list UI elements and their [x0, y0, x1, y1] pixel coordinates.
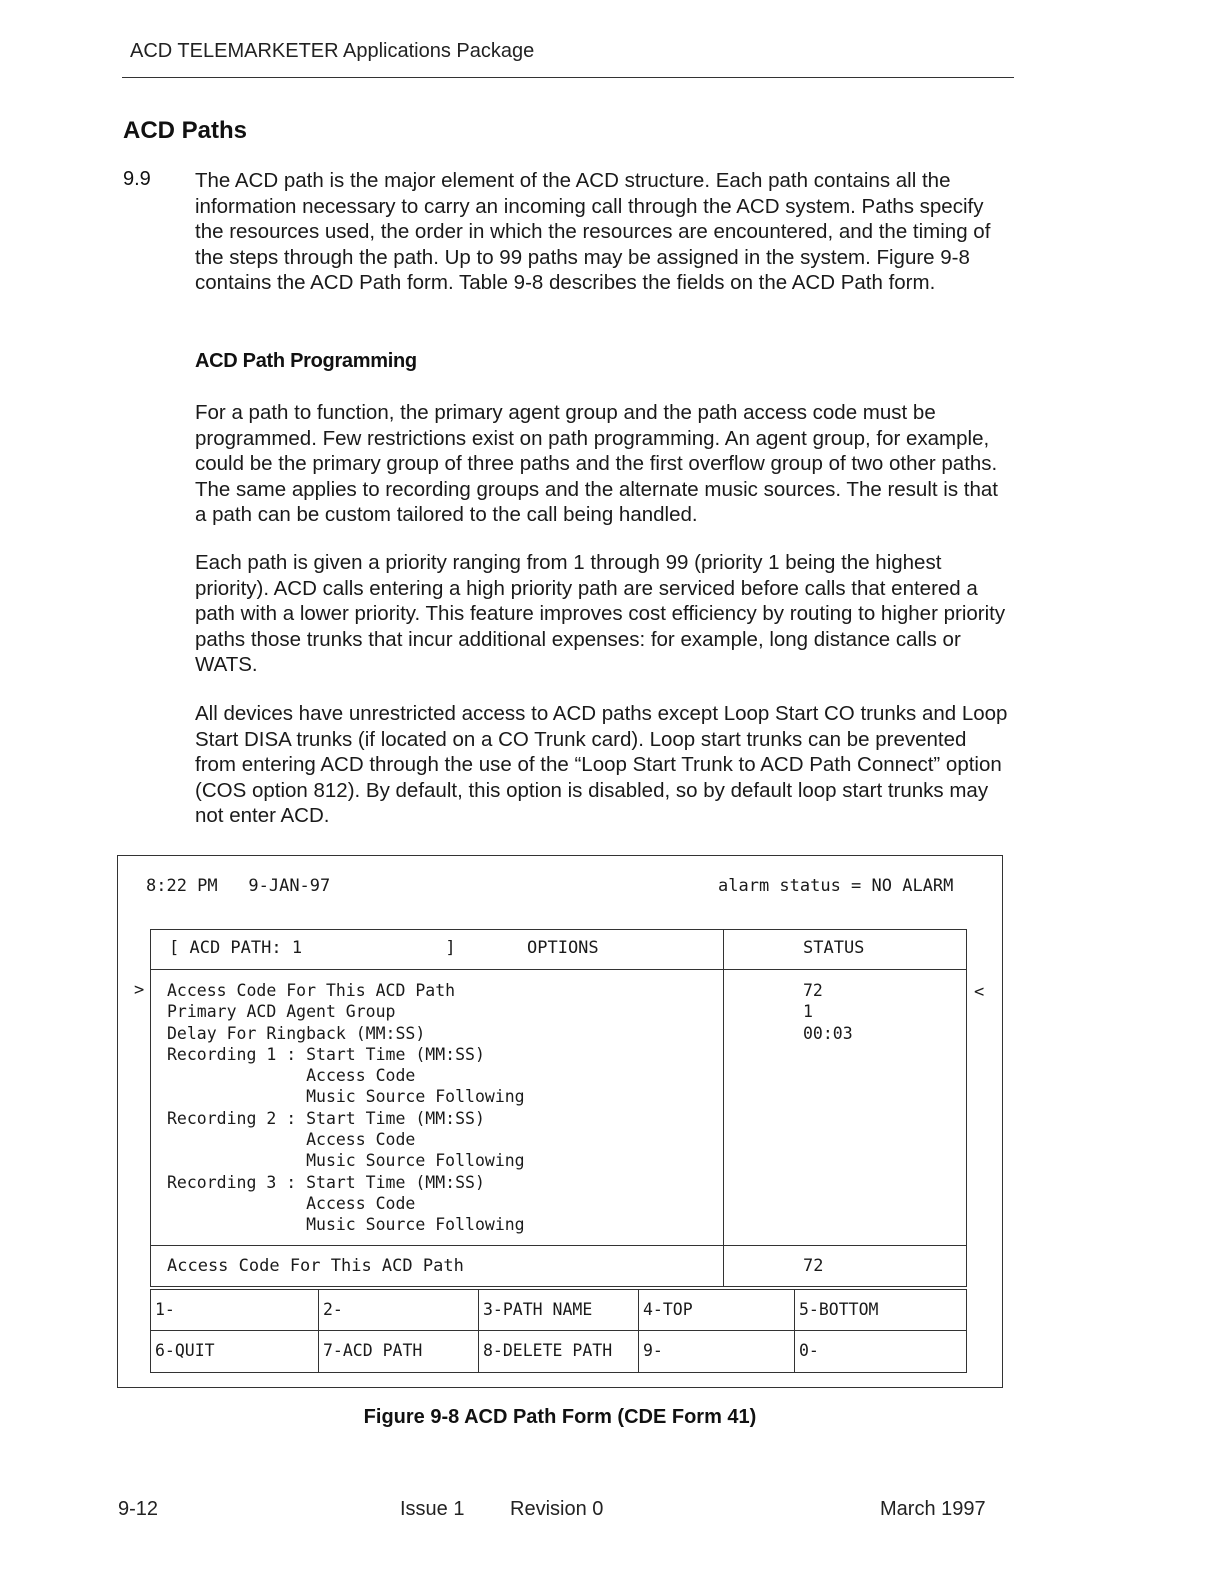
current-field-value[interactable]: 72	[803, 1256, 824, 1276]
time-value: 8:22 PM	[146, 876, 218, 896]
paragraph-devices: All devices have unrestricted access to ACD paths except Loop Start CO trunks and Loop Start DISA trunks (if located on a CO Trunk card). Loop start trunks can be prevented from entering ACD through the use of the “Loop Start Trunk to ACD Path Connect” option (COS option 812). By default, this option is disabled, so by default loop start trunks may not enter ACD.	[195, 702, 1008, 827]
softkey-2[interactable]: 2-	[319, 1290, 479, 1331]
softkey-4-top[interactable]: 4-TOP	[639, 1290, 795, 1331]
status-value: 1	[803, 1002, 813, 1022]
status-list	[803, 980, 853, 1044]
softkey-8-delete-path[interactable]: 8-DELETE PATH	[479, 1331, 639, 1372]
intro-paragraph: The ACD path is the major element of the ACD structure. Each path contains all the information necessary to carry an incoming call through the ACD system. Paths specify the resources used, the order in which the resources are encountered, and the timing of the steps through the path. Up to 99 paths may be assigned in the system. Figure 9-8 contains the ACD Path form. Table 9-8 describes the fields on the ACD Path form.	[195, 169, 991, 294]
options-header: OPTIONS	[527, 938, 599, 958]
softkey-6-quit[interactable]: 6-QUIT	[151, 1331, 319, 1372]
softkey-0[interactable]: 0-	[799, 1341, 819, 1360]
running-head: ACD TELEMARKETER Applications Package	[130, 40, 535, 62]
paragraph-function: For a path to function, the primary agent group and the path access code must be programmed. Few restrictions exist on path programming. An agent group, for example, could be the primary group of three paths and the first overflow group of two other paths. The same applies to recording groups and the alternate music sources. The result is that a path can be custom tailored to the call being handled.	[195, 401, 998, 526]
softkey-5-bottom[interactable]: 5-BOTTOM	[795, 1290, 966, 1331]
status-header: STATUS	[803, 938, 865, 958]
option-row[interactable]: Primary ACD Agent Group	[167, 1002, 396, 1022]
softkey-1[interactable]: 1-	[151, 1290, 319, 1331]
screen-time	[146, 876, 330, 896]
header-rule	[122, 77, 1014, 78]
status-value: 72	[803, 981, 823, 1000]
option-row[interactable]: Access Code	[167, 1130, 416, 1150]
acd-path-form-screen	[117, 855, 1003, 1388]
softkey-3-path-name[interactable]: 3-PATH NAME	[479, 1290, 639, 1331]
option-row[interactable]: Recording 3 : Start Time (MM:SS)	[167, 1172, 485, 1192]
date-value: 9-JAN-97	[248, 876, 331, 896]
footer-page-number: 9-12	[118, 1498, 159, 1520]
footer-issue: Issue 1	[400, 1498, 465, 1520]
status-value: 00:03	[803, 1023, 853, 1043]
option-row[interactable]: Access Code For This ACD Path	[167, 981, 456, 1000]
figure-caption: Figure 9-8 ACD Path Form (CDE Form 41)	[363, 1406, 757, 1428]
acd-path-field[interactable]: [ ACD PATH: 1 ]	[169, 938, 456, 958]
paragraph-priority: Each path is given a priority ranging from 1 through 99 (priority 1 being the highest priority). ACD calls entering a high priority path are serviced before calls that entered a path with a lower priority. This feature improves cost efficiency by routing to higher priority paths those trunks that incur additional expenses: for example, long distance calls or WATS.	[195, 551, 1006, 676]
section-number: 9.9	[123, 168, 151, 190]
option-row[interactable]: Music Source Following	[167, 1215, 525, 1235]
softkey-9[interactable]: 9-	[639, 1331, 795, 1372]
softkey-grid	[150, 1289, 967, 1373]
cursor-left-icon: >	[134, 980, 145, 1000]
section-title: ACD Paths	[123, 117, 248, 144]
subheading: ACD Path Programming	[195, 350, 417, 372]
cursor-right-icon: <	[974, 982, 985, 1002]
option-row[interactable]: Access Code	[167, 1066, 416, 1086]
footer-date: March 1997	[880, 1498, 986, 1520]
option-row[interactable]: Recording 2 : Start Time (MM:SS)	[167, 1108, 485, 1128]
softkey-7-acd-path[interactable]: 7-ACD PATH	[319, 1331, 479, 1372]
option-row[interactable]: Music Source Following	[167, 1087, 525, 1107]
option-row[interactable]: Access Code	[167, 1193, 416, 1213]
options-form	[150, 929, 967, 1287]
footer-revision: Revision 0	[510, 1498, 604, 1520]
alarm-status: alarm status = NO ALARM	[718, 876, 954, 896]
option-row[interactable]: Music Source Following	[167, 1151, 525, 1171]
current-field-name: Access Code For This ACD Path	[167, 1256, 464, 1276]
option-row[interactable]: Delay For Ringback (MM:SS)	[167, 1023, 426, 1043]
option-row[interactable]: Recording 1 : Start Time (MM:SS)	[167, 1044, 485, 1064]
options-list	[167, 980, 525, 1236]
